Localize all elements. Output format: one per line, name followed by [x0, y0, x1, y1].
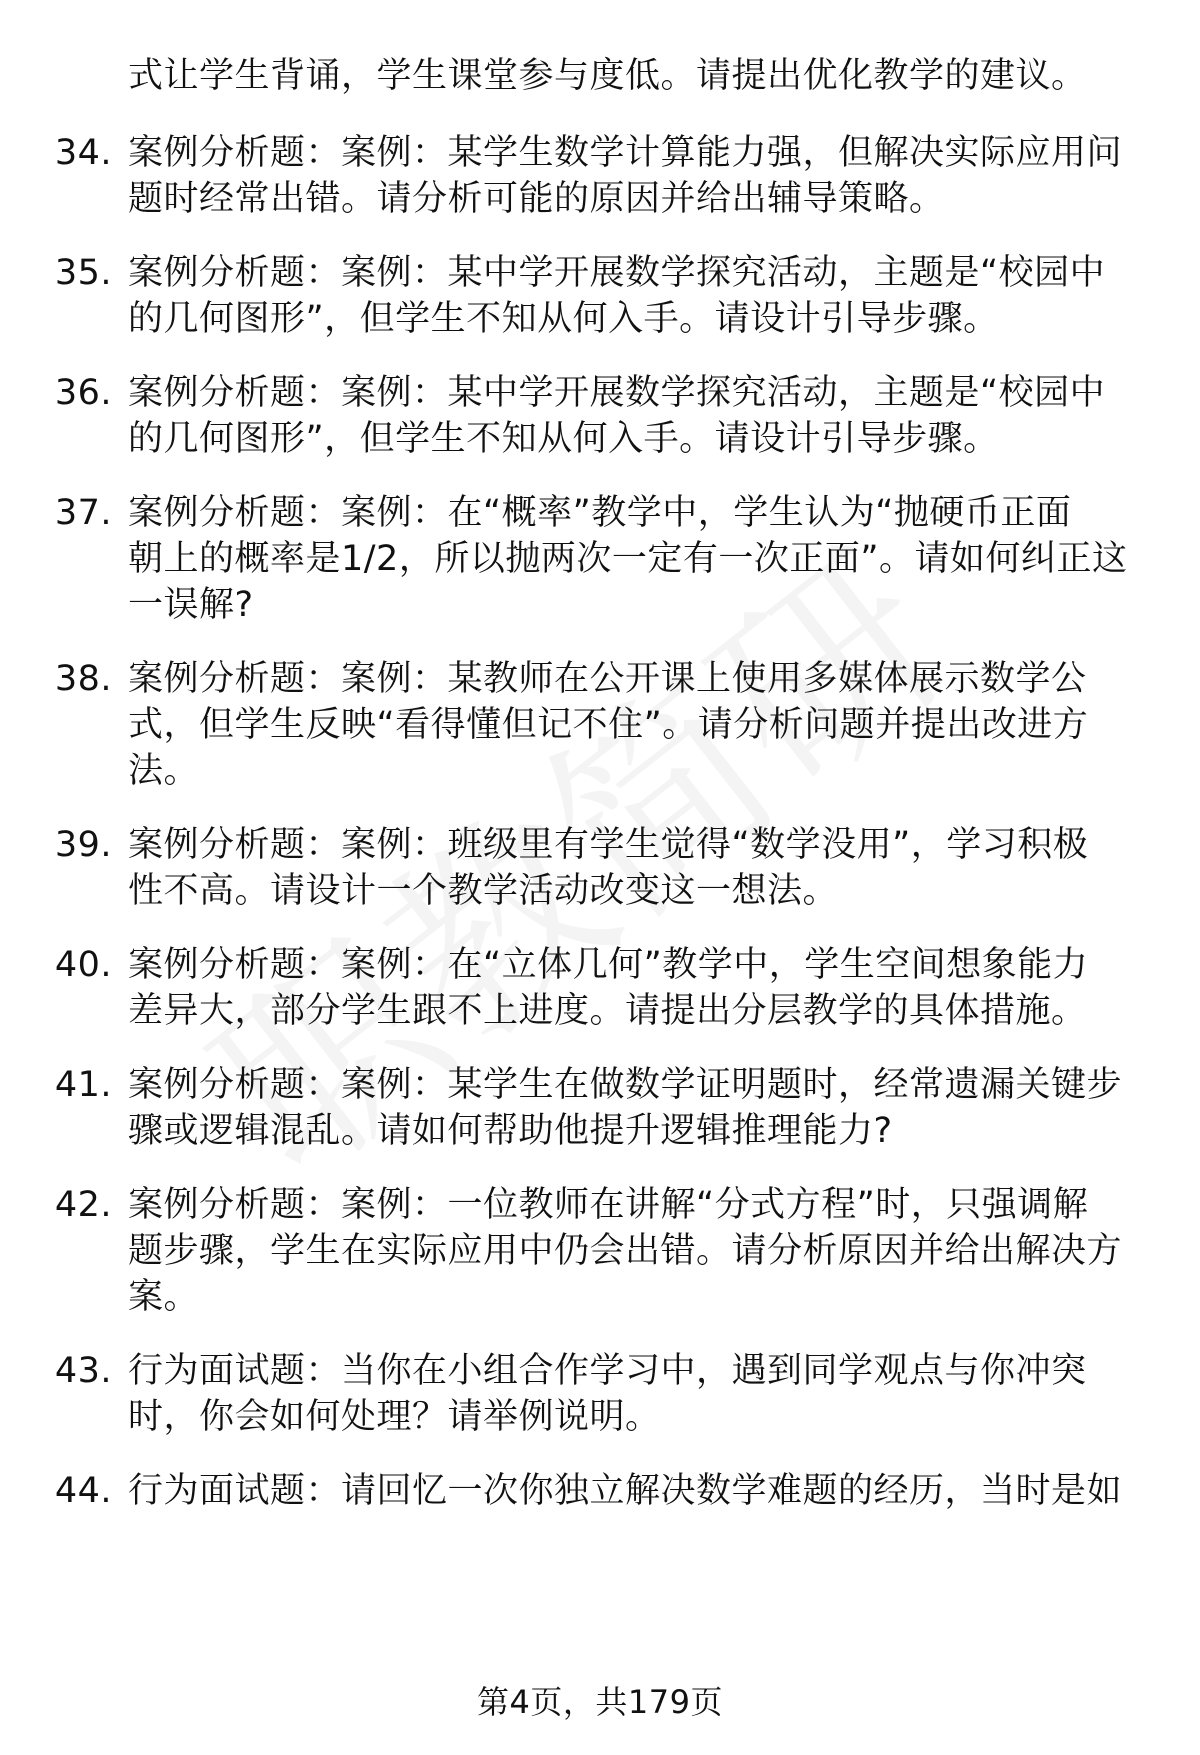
question-text-line: 案例分析题：案例：在“概率”教学中，学生认为“抛硬币正面: [128, 493, 1072, 533]
question-number: 34.: [54, 133, 112, 173]
question-text-line: 式，但学生反映“看得懂但记不住”。请分析问题并提出改进方: [128, 705, 1089, 745]
question-text-line: 性不高。请设计一个教学活动改变这一想法。: [128, 871, 839, 911]
question-text-line: 的几何图形”，但学生不知从何入手。请设计引导步骤。: [128, 299, 999, 339]
question-text-line: 骤或逻辑混乱。请如何帮助他提升逻辑推理能力?: [128, 1111, 893, 1151]
question-text-line: 一误解?: [128, 585, 254, 625]
question-number: 41.: [54, 1065, 112, 1105]
question-text-line: 时，你会如何处理？请举例说明。: [128, 1397, 661, 1437]
question-text-line: 案例分析题：案例：某中学开展数学探究活动，主题是“校园中: [128, 373, 1106, 413]
question-number: 36.: [54, 373, 112, 413]
question-number: 43.: [54, 1351, 112, 1391]
question-number: 44.: [54, 1471, 112, 1511]
question-number: 38.: [54, 659, 112, 699]
question-text-line: 朝上的概率是1/2，所以抛两次一定有一次正面”。请如何纠正这: [128, 539, 1128, 579]
question-text-line: 差异大，部分学生跟不上进度。请提出分层教学的具体措施。: [128, 991, 1087, 1031]
question-text-line: 案例分析题：案例：一位教师在讲解“分式方程”时，只强调解: [128, 1185, 1089, 1225]
question-text-line: 行为面试题：请回忆一次你独立解决数学难题的经历，当时是如: [128, 1471, 1123, 1511]
question-number: 40.: [54, 945, 112, 985]
question-text-line: 题时经常出错。请分析可能的原因并给出辅导策略。: [128, 179, 945, 219]
question-text-line: 案例分析题：案例：班级里有学生觉得“数学没用”，学习积极: [128, 825, 1089, 865]
question-text-line: 案例分析题：案例：某学生数学计算能力强，但解决实际应用问: [128, 133, 1123, 173]
question-text-line: 案例分析题：案例：某教师在公开课上使用多媒体展示数学公: [128, 659, 1087, 699]
question-text-line: 题步骤，学生在实际应用中仍会出错。请分析原因并给出解决方: [128, 1231, 1123, 1271]
question-number: 42.: [54, 1185, 112, 1225]
intro-line: 式让学生背诵，学生课堂参与度低。请提出优化教学的建议。: [128, 56, 1087, 96]
question-text-line: 案。: [128, 1277, 200, 1317]
question-number: 39.: [54, 825, 112, 865]
question-text-line: 案例分析题：案例：某中学开展数学探究活动，主题是“校园中: [128, 253, 1106, 293]
question-text-line: 案例分析题：案例：在“立体几何”教学中，学生空间想象能力: [128, 945, 1089, 985]
page-number-footer: 第4页，共179页: [477, 1683, 723, 1721]
question-text-line: 的几何图形”，但学生不知从何入手。请设计引导步骤。: [128, 419, 999, 459]
question-number: 35.: [54, 253, 112, 293]
question-text-line: 行为面试题：当你在小组合作学习中，遇到同学观点与你冲突: [128, 1351, 1087, 1391]
question-text-line: 法。: [128, 751, 200, 791]
question-number: 37.: [54, 493, 112, 533]
question-text-line: 案例分析题：案例：某学生在做数学证明题时，经常遗漏关键步: [128, 1065, 1123, 1105]
